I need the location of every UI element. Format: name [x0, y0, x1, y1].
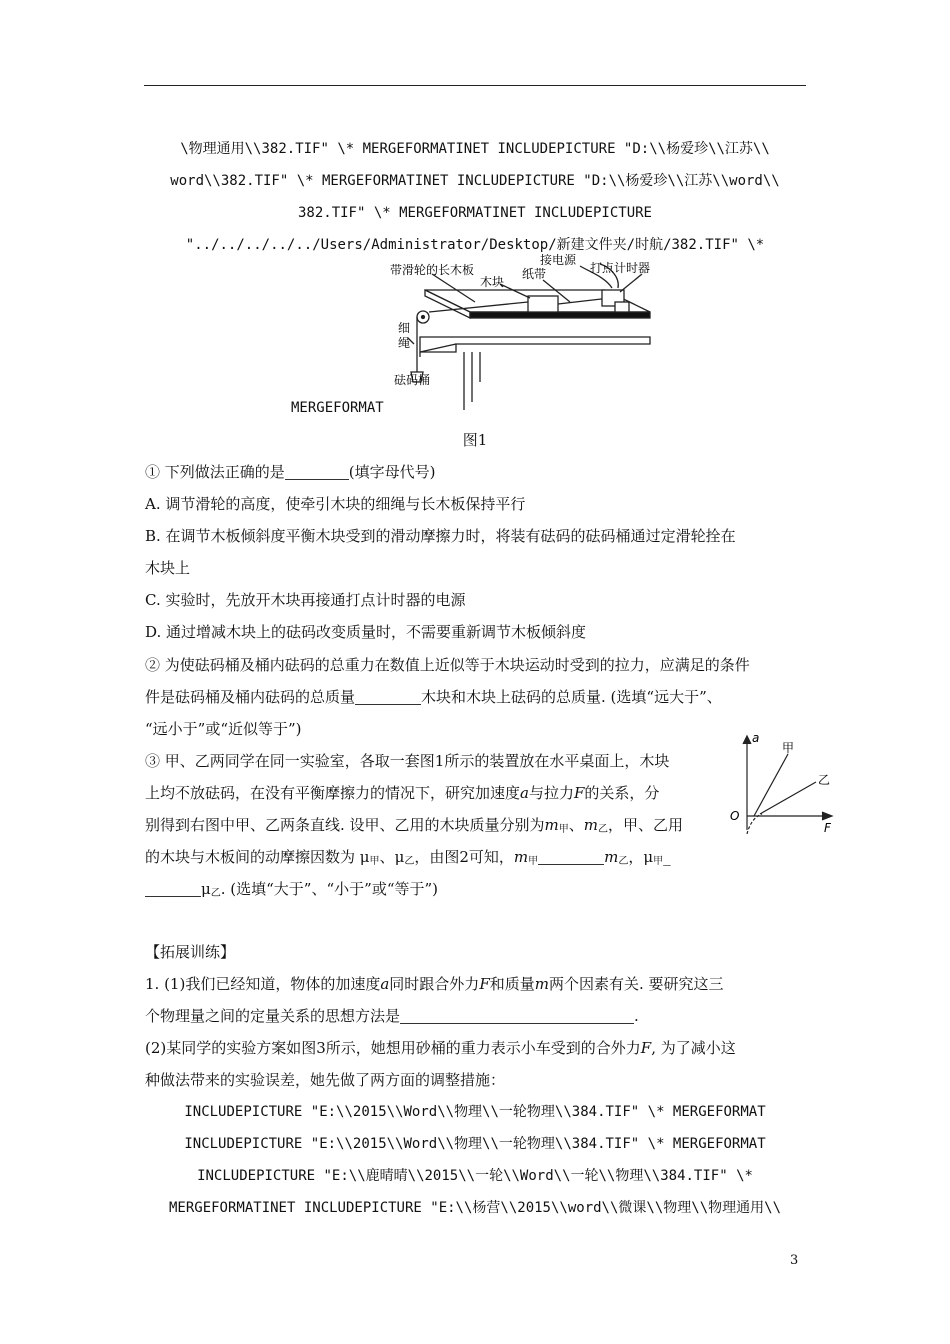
include-line: 382.TIF" \* MERGEFORMATINET INCLUDEPICTURE: [297, 205, 652, 221]
q3-line1: ③ 甲、乙两同学在同一实验室，各取一套图1所示的装置放在水平桌面上，木块: [145, 752, 670, 770]
sub-yi: 乙: [210, 888, 221, 899]
header-rule: [144, 85, 806, 86]
q3-text: 的木块与木板间的动摩擦因数为: [145, 848, 356, 866]
include-line: INCLUDEPICTURE "E:\\鹿晴晴\\2015\\一轮\\Word\\一轮\\物理\\384.TIF" \*: [197, 1168, 753, 1184]
q2-line2-tail: 木块和木块上砝码的总质量. (选填“远大于”、: [421, 688, 722, 706]
include-line: \物理通用\\382.TIF" \* MERGEFORMATINET INCLUDEPICTURE "D:\\杨爱珍\\江苏\\: [180, 141, 770, 157]
series-jia-label: 甲: [782, 741, 795, 755]
p2-text: , 为了减小这: [651, 1039, 736, 1057]
include-line: INCLUDEPICTURE "E:\\2015\\Word\\物理\\一轮物理\\384.TIF" \* MERGEFORMAT: [184, 1104, 766, 1120]
var-mu: μ: [359, 848, 370, 866]
q3-text: 、: [568, 816, 584, 834]
var-mu: μ: [643, 848, 654, 866]
p1-text: 1. (1)我们已经知道，物体的加速度: [145, 975, 381, 993]
option-c: C. 实验时，先放开木块再接通打点计时器的电源: [145, 591, 466, 609]
var-m: m: [604, 848, 619, 866]
page-number: 3: [790, 1253, 799, 1268]
axis-a-label: a: [752, 731, 760, 745]
var-f: F: [573, 784, 585, 802]
include-line: INCLUDEPICTURE "E:\\2015\\Word\\物理\\一轮物理\\384.TIF" \* MERGEFORMAT: [184, 1136, 766, 1152]
q3-text: _: [663, 848, 671, 866]
var-m: m: [583, 816, 599, 834]
line-yi: [760, 782, 816, 814]
include-line: word\\382.TIF" \* MERGEFORMATINET INCLUDEPICTURE "D:\\杨爱珍\\江苏\\word\\: [170, 173, 780, 189]
label-power: 接电源: [540, 253, 577, 267]
sub-jia: 甲: [528, 856, 539, 867]
label-tape: 纸带: [522, 267, 547, 281]
option-b-cont: 木块上: [145, 559, 191, 577]
q2-line2-text: 件是砝码桶及桶内砝码的总质量: [145, 688, 356, 706]
sub-yi: 乙: [404, 856, 415, 867]
p2-line1: [145, 1038, 736, 1058]
label-bucket: 砝码桶: [394, 373, 431, 387]
p1-text: 两个因素有关. 要研究这三: [548, 975, 724, 993]
option-a: A. 调节滑轮的高度，使牵引木块的细绳与长木板保持平行: [145, 495, 526, 513]
p2-line2: 种做法带来的实验误差，她先做了两方面的调整措施：: [145, 1071, 506, 1089]
q3-text: 上均不放砝码，在没有平衡摩擦力的情况下，研究加速度: [145, 784, 521, 802]
figure2-graph: [722, 730, 842, 840]
sub-jia: 甲: [558, 824, 569, 835]
q3-text: ，: [628, 848, 644, 866]
q2-line2: [145, 687, 722, 707]
q1-stem: [145, 462, 436, 482]
var-m: m: [534, 975, 549, 993]
var-m: m: [544, 816, 559, 834]
var-f: F: [479, 975, 490, 993]
var-mu: μ: [394, 848, 405, 866]
label-board: 带滑轮的长木板: [390, 263, 475, 277]
p2-text: (2)某同学的实验方案如图3所示，她想用砂桶的重力表示小车受到的合外力: [145, 1039, 641, 1057]
section-title: 【拓展训练】: [145, 943, 236, 961]
q2-line3: “远小于”或“近似等于”): [145, 720, 302, 738]
q3-line5: [145, 879, 438, 904]
sub-jia: 甲: [369, 856, 380, 867]
q3-line4: [145, 847, 671, 872]
sub-yi: 乙: [618, 856, 629, 867]
p1-line2: [145, 1006, 639, 1026]
origin-label: O: [730, 809, 740, 823]
include-line: "../../../../../Users/Administrator/Desktop/新建文件夹/时航/382.TIF" \*: [185, 237, 765, 253]
var-a: a: [380, 975, 390, 993]
q3-text: 与拉力: [528, 784, 574, 802]
q3-line2: [145, 783, 659, 803]
sub-yi: 乙: [598, 824, 609, 835]
figure1-apparatus: [380, 252, 670, 412]
p1-text: 和质量: [489, 975, 535, 993]
include-line: MERGEFORMATINET INCLUDEPICTURE "E:\\杨营\\2015\\word\\微课\\物理\\物理通用\\: [168, 1200, 781, 1216]
answer-blank: [400, 1009, 634, 1024]
sub-jia: 甲: [653, 856, 664, 867]
q3-text: 别得到右图中甲、乙两条直线. 设甲、乙用的木块质量分别为: [145, 816, 545, 834]
q1-stem-hint: (填字母代号): [348, 463, 436, 481]
q1-stem-text: ① 下列做法正确的是: [145, 463, 285, 481]
axis-f-label: F: [824, 821, 831, 835]
var-m: m: [513, 848, 529, 866]
answer-blank: [355, 690, 421, 705]
q3-line3: [145, 815, 683, 840]
p1-text: 同时跟合外力: [389, 975, 480, 993]
label-block: 木块: [480, 275, 505, 289]
answer-blank: [145, 882, 201, 897]
figure1-caption: 图1: [462, 431, 488, 449]
p1-line1: [145, 974, 724, 994]
label-timer: 打点计时器: [590, 261, 651, 275]
q3-text: . (选填“大于”、“小于”或“等于”): [220, 880, 439, 898]
label-rope: 细绳: [398, 321, 411, 350]
q2-line1: ② 为使砝码桶及桶内砝码的总重力在数值上近似等于木块运动时受到的拉力，应满足的条件: [145, 656, 750, 674]
p1-text: 个物理量之间的定量关系的思想方法是: [145, 1007, 401, 1025]
p1-text: .: [634, 1007, 639, 1025]
option-b: B. 在调节木板倾斜度平衡木块受到的滑动摩擦力时，将装有砝码的砝码桶通过定滑轮拴在: [145, 527, 736, 545]
var-mu: μ: [201, 880, 211, 898]
line-jia: [754, 754, 788, 816]
mergeformat-text: MERGEFORMAT: [291, 400, 384, 416]
q3-text: ，甲、乙用: [608, 816, 684, 834]
series-yi-label: 乙: [818, 773, 831, 787]
answer-blank: [538, 850, 604, 865]
option-d: D. 通过增减木块上的砝码改变质量时，不需要重新调节木板倾斜度: [145, 623, 587, 641]
q3-text: 的关系，分: [584, 784, 660, 802]
q3-text: ，由图2可知，: [414, 848, 514, 866]
var-a: a: [520, 784, 529, 802]
var-f: F: [640, 1039, 652, 1057]
answer-blank: [285, 465, 349, 480]
q3-text: 、: [379, 848, 395, 866]
